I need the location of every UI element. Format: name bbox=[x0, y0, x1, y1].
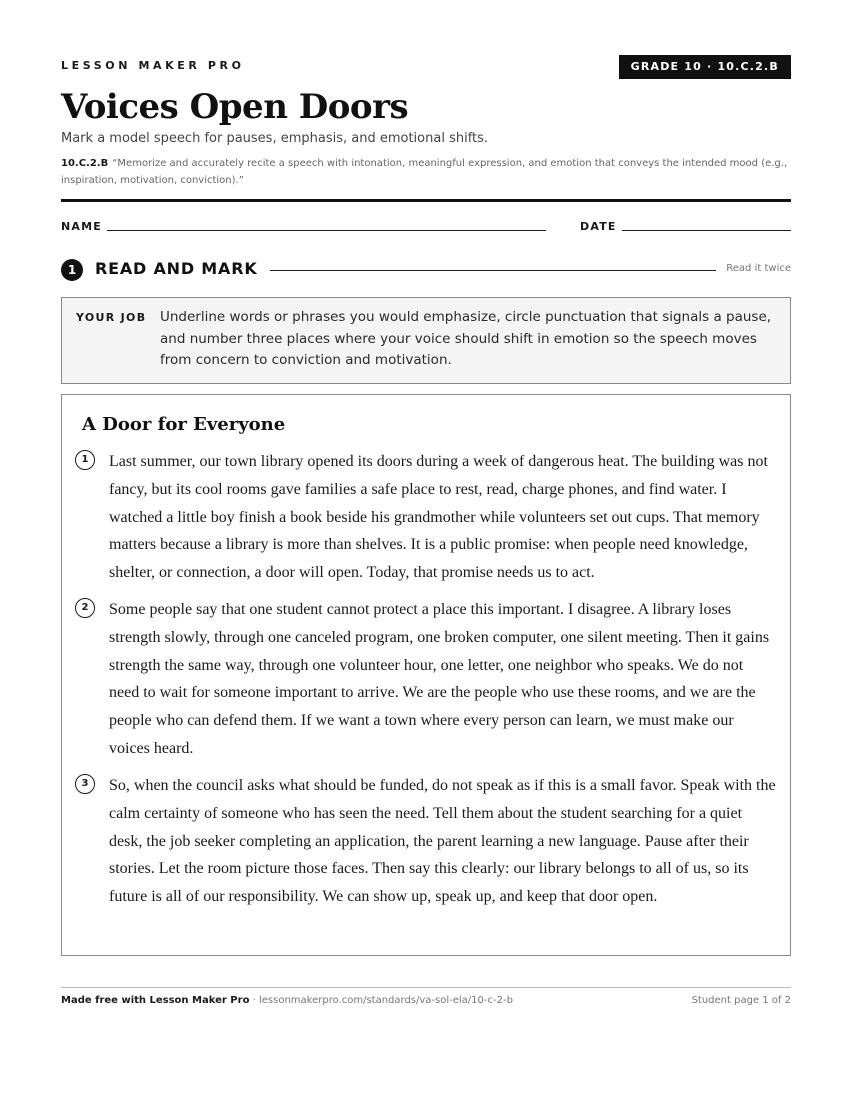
standard-statement bbox=[61, 155, 791, 189]
section-rule bbox=[270, 270, 716, 271]
section-title: READ AND MARK bbox=[95, 259, 258, 278]
date-label: DATE bbox=[580, 220, 617, 233]
speech-title: A Door for Everyone bbox=[82, 414, 286, 435]
footer-url[interactable]: lessonmakerpro.com/standards/va-sol-ela/10-c-2-b bbox=[258, 995, 513, 1006]
name-field-line[interactable] bbox=[107, 230, 546, 231]
section-number-badge: 1 bbox=[61, 259, 83, 281]
speech-box bbox=[61, 394, 791, 956]
paragraph-number: 1 bbox=[75, 450, 95, 470]
worksheet-subtitle: Mark a model speech for pauses, emphasis, and emotional shifts. bbox=[61, 131, 489, 146]
your-job-label: YOUR JOB bbox=[76, 311, 147, 324]
name-label: NAME bbox=[61, 220, 102, 233]
footer-divider bbox=[61, 987, 791, 988]
section-header bbox=[61, 258, 791, 282]
standard-code: 10.C.2.B bbox=[61, 158, 109, 169]
section-note: Read it twice bbox=[726, 263, 791, 274]
footer-credit bbox=[61, 995, 513, 1006]
paragraph-text: So, when the council asks what should be funded, do not speak as if this is a small favor. Speak with the calm certainty of someone who has seen the need. Tell them about the student searching for a quiet desk, the job seeker completing an application, the parent learning a new language. Pause after their stories. Let the room picture those faces. Then say this clearly: our library belongs to all of us, so its future is all of our responsibility. We can show up, speak up, and keep that door open. bbox=[109, 777, 776, 906]
brand-name: LESSON MAKER PRO bbox=[61, 59, 245, 72]
your-job-instructions: Underline words or phrases you would emphasize, circle punctuation that signals a pause, and number three places where your voice should shift in emotion so the speech moves from concern to conviction and motivation. bbox=[160, 309, 772, 368]
standard-text: “Memorize and accurately recite a speech with intonation, meaningful expression, and emotion that conveys the intended mood (e.g., inspiration, motivation, conviction).” bbox=[61, 158, 788, 186]
worksheet-title: Voices Open Doors bbox=[61, 87, 409, 127]
paragraph-text: Some people say that one student cannot protect a place this important. I disagree. A library loses strength slowly, through one canceled program, one broken computer, one silent meeting. Then it gains strength the same way, through one volunteer hour, one letter, one neighbor who speaks. We do not need to wait for someone important to arrive. We are the people who use these rooms, and we are the people who can defend them. If we want a town where every person can learn, we must make our voices heard. bbox=[109, 601, 770, 757]
grade-badge: GRADE 10 · 10.C.2.B bbox=[619, 55, 791, 79]
paragraph-number: 2 bbox=[75, 598, 95, 618]
your-job-box bbox=[61, 297, 791, 384]
header-divider bbox=[61, 199, 791, 202]
paragraph-text: Last summer, our town library opened its doors during a week of dangerous heat. The building was not fancy, but its cool rooms gave families a safe place to rest, read, charge phones, and find water. I watched a little boy finish a book beside his grandmother while volunteers set out cups. That memory matters because a library is more than shelves. It is a public promise: when people need knowledge, shelter, or connection, a door will open. Today, that promise needs us to act. bbox=[109, 453, 768, 582]
worksheet-page bbox=[61, 0, 791, 1100]
footer-made-with: Made free with Lesson Maker Pro bbox=[61, 995, 250, 1006]
top-bar bbox=[61, 55, 791, 79]
date-field-line[interactable] bbox=[622, 230, 791, 231]
footer-page-number: Student page 1 of 2 bbox=[691, 995, 791, 1006]
name-date-row bbox=[61, 220, 791, 234]
footer-separator: · bbox=[249, 995, 259, 1006]
paragraph-number: 3 bbox=[75, 774, 95, 794]
